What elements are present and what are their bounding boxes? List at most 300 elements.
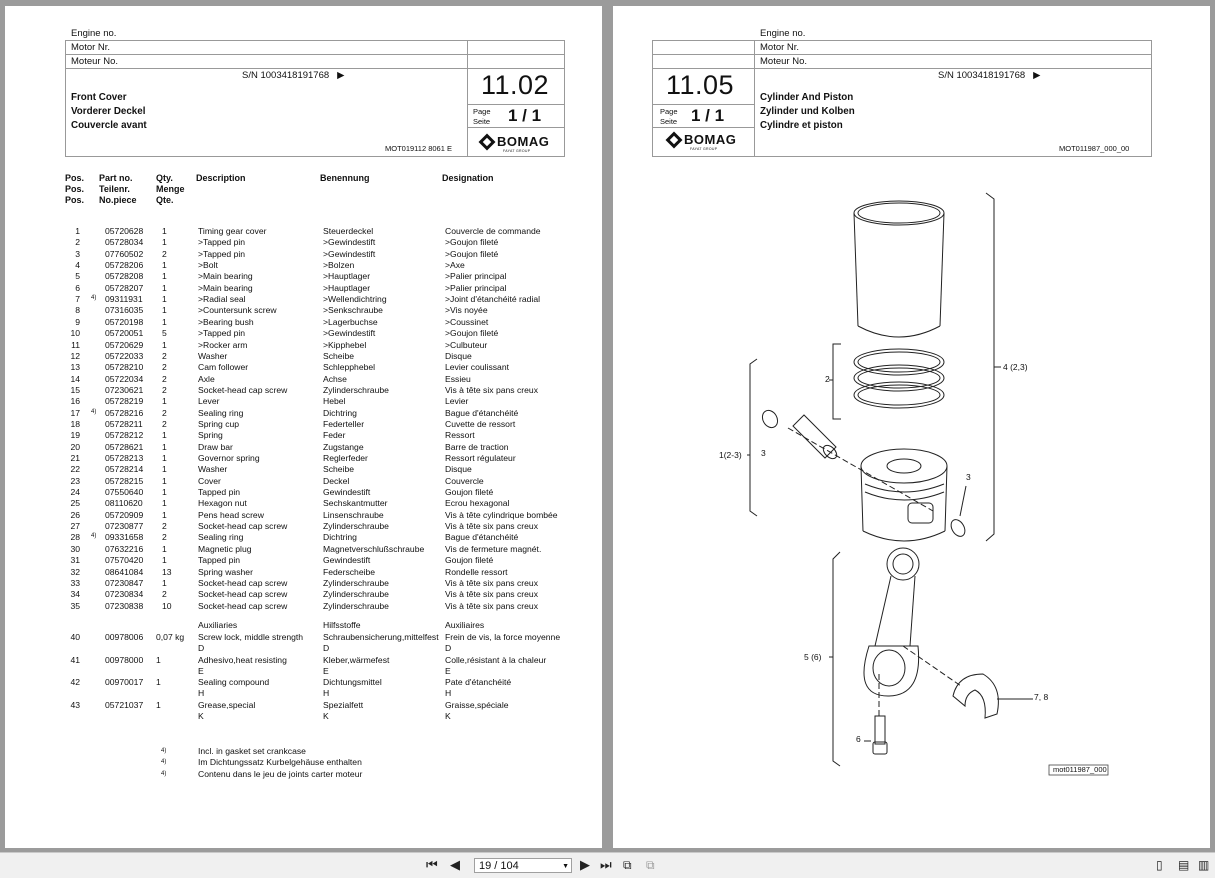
benennung-cell: >Senkschraube (323, 305, 383, 316)
pos-cell: 35 (70, 600, 80, 611)
part-number-cell: 07230838 (105, 600, 144, 611)
section-number: 11.02 (481, 70, 550, 100)
designation-cell: Vis à tête six pans creux (445, 384, 538, 395)
designation-cell: Vis à tête six pans creux (445, 521, 538, 532)
pos-cell: 27 (70, 521, 80, 532)
benennung-cell: Deckel (323, 475, 350, 486)
divider (467, 127, 565, 128)
title-fr: Cylindre et piston (760, 120, 843, 131)
description-cell: Axle (198, 373, 215, 384)
code-cell: E (198, 665, 204, 676)
pos-cell: 30 (70, 543, 80, 554)
qty-cell: 1 (162, 543, 167, 554)
pos-cell: 19 (70, 430, 80, 441)
snap-ring (948, 517, 967, 539)
callout-3: 3 (761, 448, 766, 458)
page-indicator: 1 / 1 (691, 106, 725, 125)
pos-cell: 13 (70, 362, 80, 373)
part-number-cell: 05720629 (105, 339, 144, 350)
part-number-cell: 05728219 (105, 396, 144, 407)
description-cell: Screw lock, middle strength (198, 632, 304, 642)
part-number-cell: 07230847 (105, 577, 144, 588)
description-cell: >Countersunk screw (198, 305, 277, 316)
pos-cell: 18 (70, 418, 80, 429)
code-cell: D (198, 643, 205, 653)
code-cell: K (445, 710, 451, 721)
qty-cell: 1 (162, 509, 167, 520)
callout-7-8: 7, 8 (1034, 692, 1049, 702)
benennung-cell: Dichtungsmittel (323, 677, 382, 688)
pos-cell: 12 (70, 350, 80, 361)
qty-cell: 1 (156, 654, 161, 665)
aux-header: Auxiliaires (445, 620, 485, 630)
divider (467, 40, 468, 157)
code-cell: H (323, 688, 330, 699)
footnote-mark: 4) (91, 295, 97, 302)
benennung-cell: Zylinderschraube (323, 577, 389, 588)
part-number-cell: 00978000 (105, 654, 144, 665)
part-number-cell: 05728211 (105, 418, 143, 429)
pos-cell: 22 (70, 464, 80, 475)
designation-cell: Barre de traction (445, 441, 509, 452)
title-en: Front Cover (71, 92, 127, 103)
qty-cell: 1 (162, 475, 167, 486)
footnote-mark: 4) (161, 748, 167, 754)
logo-sub: FAYAT GROUP (503, 149, 531, 153)
qty-cell: 1 (162, 396, 167, 407)
part-number-cell: 05728210 (105, 362, 144, 373)
benennung-cell: >Hauptlager (323, 271, 371, 282)
code-cell: E (445, 665, 451, 676)
qty-cell: 2 (162, 407, 167, 418)
qty-cell: 1 (162, 339, 167, 350)
pos-cell: 8 (75, 305, 80, 316)
left-page (5, 6, 602, 848)
rod-bolt (873, 716, 887, 754)
col-designation-header: Designation (442, 173, 494, 183)
qty-cell: 2 (162, 589, 167, 600)
part-number-cell: 05728207 (105, 282, 144, 293)
part-number-cell: 09311931 (105, 294, 143, 305)
benennung-cell: Federscheibe (323, 566, 376, 577)
benennung-cell: Gewindestift (323, 555, 371, 566)
engine-label-de: Motor Nr. (71, 42, 111, 53)
qty-cell: 1 (156, 677, 161, 688)
facing-page-icon[interactable]: ⧉ (646, 858, 655, 872)
designation-cell: Graisse,spéciale (445, 699, 509, 710)
description-cell: Washer (198, 464, 228, 475)
qty-cell: 1 (162, 441, 167, 452)
designation-cell: Vis à tête six pans creux (445, 577, 538, 588)
benennung-cell: Zylinderschraube (323, 600, 389, 611)
description-cell: Washer (198, 350, 228, 361)
footnote-mark: 4) (161, 770, 167, 777)
designation-cell: Couvercle de commande (445, 226, 541, 236)
footnote-text: Incl. in gasket set crankcase (198, 746, 306, 756)
part-number-cell: 05720198 (105, 316, 144, 327)
pos-cell: 3 (75, 248, 80, 259)
benennung-cell: >Kipphebel (323, 339, 367, 350)
designation-cell: Levier coulissant (445, 362, 510, 373)
description-cell: Cam follower (198, 362, 249, 373)
description-cell: Pens head screw (198, 509, 264, 520)
two-page-view-icon[interactable]: ▥ (1198, 858, 1210, 872)
pos-cell: 40 (70, 632, 80, 642)
benennung-cell: Zylinderschraube (323, 521, 389, 532)
benennung-cell: Schraubensicherung,mittelfest (323, 632, 439, 642)
designation-cell: Ressort régulateur (445, 453, 516, 463)
pos-cell: 25 (70, 498, 80, 509)
col-part-header: Part no. Teilenr. No.piece (99, 173, 137, 205)
part-number-cell: 07230621 (105, 384, 144, 395)
benennung-cell: Zylinderschraube (323, 589, 389, 600)
designation-cell: Vis de fermeture magnét. (445, 543, 542, 554)
last-page-icon[interactable]: ⏭ (600, 857, 612, 872)
pos-cell: 26 (70, 509, 80, 520)
description-cell: >Tapped pin (198, 237, 246, 248)
benennung-cell: Scheibe (323, 350, 355, 361)
col-pos-header: Pos. Pos. Pos. (65, 173, 85, 205)
description-cell: >Tapped pin (198, 328, 246, 339)
benennung-cell: >Gewindestift (323, 237, 376, 248)
aux-header: Hilfsstoffe (323, 620, 361, 630)
part-number-cell: 05728034 (105, 237, 144, 248)
part-number-cell: 09331658 (105, 532, 144, 543)
qty-cell: 1 (162, 294, 167, 305)
benennung-cell: >Wellendichtring (323, 294, 387, 305)
benennung-cell: Steuerdeckel (323, 226, 374, 236)
footnote-mark: 4) (91, 408, 97, 415)
engine-label-en: Engine no. (760, 28, 806, 39)
piston-pin (793, 415, 839, 461)
designation-cell: Ressort (445, 430, 475, 441)
designation-cell: Vis à tête cylindrique bombée (445, 509, 558, 520)
pos-cell: 11 (71, 339, 80, 350)
designation-cell: Vis à tête six pans creux (445, 600, 538, 611)
aux-header: Auxiliaries (198, 620, 238, 630)
qty-cell: 1 (162, 487, 167, 498)
benennung-cell: >Gewindestift (323, 248, 376, 259)
benennung-cell: Dichtring (323, 407, 357, 418)
page-label: Page (473, 107, 491, 116)
description-cell: Socket-head cap screw (198, 589, 288, 600)
bomag-logo (481, 134, 550, 153)
callout-6: 6 (856, 734, 861, 744)
single-page-view-icon[interactable]: ▯ (1156, 858, 1163, 872)
continuous-page-icon[interactable]: ⧉ (623, 858, 632, 872)
designation-cell: Frein de vis, la force moyenne (445, 632, 561, 642)
pos-cell: 9 (75, 316, 80, 327)
serial-number: S/N 1003418191768 ▶ (242, 70, 345, 81)
pos-cell: 33 (70, 577, 80, 588)
figure-reference: mot011987_000 (1053, 765, 1107, 774)
pos-cell: 17 (70, 407, 80, 418)
part-number-cell: 05728214 (105, 464, 144, 475)
piston (861, 449, 947, 541)
part-number-cell: 07632216 (105, 543, 144, 554)
qty-cell: 1 (156, 699, 161, 710)
description-cell: >Tapped pin (198, 248, 246, 259)
qty-cell: 1 (162, 453, 167, 463)
piston-rings (854, 349, 944, 408)
part-number-cell: 05720909 (105, 509, 144, 520)
part-number-cell: 07230877 (105, 521, 144, 532)
callout-1: 1(2-3) (719, 450, 742, 460)
designation-cell: >Goujon fileté (445, 248, 499, 259)
title-de: Zylinder und Kolben (760, 106, 855, 117)
logo-text: BOMAG (684, 132, 737, 147)
qty-cell: 1 (162, 282, 167, 293)
designation-cell: Vis à tête six pans creux (445, 589, 538, 600)
part-number-cell: 00970017 (105, 677, 144, 688)
page-label: Page (660, 107, 678, 116)
bracket-4 (986, 193, 994, 541)
qty-cell: 2 (162, 373, 167, 384)
designation-cell: Disque (445, 350, 472, 361)
cylinder-liner (854, 201, 944, 337)
description-cell: Lever (198, 396, 220, 407)
part-number-cell: 08641084 (105, 566, 144, 577)
page-select[interactable] (474, 858, 572, 873)
designation-cell: Goujon fileté (445, 555, 494, 566)
benennung-cell: Reglerfeder (323, 453, 368, 463)
designation-cell: Couvercle (445, 475, 484, 486)
pos-cell: 23 (70, 475, 80, 486)
qty-cell: 1 (162, 498, 167, 509)
qty-cell: 1 (162, 430, 167, 441)
engine-label-fr: Moteur No. (760, 56, 807, 67)
qty-cell: 1 (162, 577, 167, 588)
designation-cell: >Vis noyée (445, 305, 488, 316)
designation-cell: Cuvette de ressort (445, 418, 516, 429)
part-number-cell: 05722034 (105, 373, 144, 384)
qty-cell: 1 (162, 237, 167, 248)
pos-cell: 2 (75, 237, 80, 248)
description-cell: Tapped pin (198, 487, 241, 498)
code-cell: D (445, 643, 452, 653)
description-cell: Socket-head cap screw (198, 384, 288, 395)
qty-cell: 1 (162, 260, 167, 271)
designation-cell: Essieu (445, 373, 471, 384)
pos-cell: 10 (70, 328, 80, 339)
code-cell: H (445, 688, 452, 699)
page-select-value: 19 / 104 (479, 860, 519, 872)
description-cell: Spring cup (198, 418, 240, 429)
designation-cell: Ecrou hexagonal (445, 498, 510, 509)
benennung-cell: >Bolzen (323, 260, 355, 271)
designation-cell: Pate d'étanchéité (445, 677, 512, 688)
code-cell: K (198, 710, 204, 721)
logo-text: BOMAG (497, 134, 550, 149)
benennung-cell: Magnetverschlußschraube (323, 543, 425, 554)
benennung-cell: >Lagerbuchse (323, 316, 378, 327)
pos-cell: 42 (70, 677, 80, 688)
designation-cell: >Axe (445, 260, 465, 271)
pos-cell: 16 (70, 396, 80, 407)
pos-cell: 32 (70, 566, 80, 577)
benennung-cell: >Gewindestift (323, 328, 376, 339)
title-de: Vorderer Deckel (71, 106, 146, 117)
description-cell: Sealing ring (198, 532, 244, 543)
description-cell: Sealing compound (198, 677, 270, 688)
description-cell: Tapped pin (198, 555, 241, 566)
qty-cell: 1 (162, 271, 167, 282)
description-cell: Timing gear cover (198, 226, 267, 236)
part-number-cell: 05728213 (105, 453, 144, 463)
part-number-cell: 05728216 (105, 407, 144, 418)
description-cell: >Main bearing (198, 282, 253, 293)
pos-cell: 1 (75, 226, 80, 236)
pos-cell: 20 (70, 441, 80, 452)
code-cell: E (323, 665, 329, 676)
benennung-cell: Dichtring (323, 532, 357, 543)
part-number-cell: 05720628 (105, 226, 144, 236)
callout-2: 2 (825, 374, 830, 384)
pos-cell: 28 (70, 532, 80, 543)
benennung-cell: Linsenschraube (323, 509, 384, 520)
designation-cell: Bague d'étanchéité (445, 532, 519, 543)
callout-4: 4 (2,3) (1003, 362, 1028, 372)
qty-cell: 0,07 kg (156, 632, 185, 642)
benennung-cell: Kleber,wärmefest (323, 654, 390, 665)
description-cell: Adhesivo,heat resisting (198, 654, 287, 665)
engine-label-de: Motor Nr. (760, 42, 800, 53)
bearing-shell (953, 674, 1033, 718)
doc-code: MOT011987_000_00 (1059, 144, 1130, 153)
connecting-rod (864, 548, 919, 696)
qty-cell: 1 (162, 226, 167, 236)
code-cell: D (323, 643, 330, 653)
part-number-cell: 05728621 (105, 441, 144, 452)
description-cell: Socket-head cap screw (198, 600, 288, 611)
doc-code: MOT019112 8061 E (385, 144, 452, 153)
part-number-cell: 05720051 (105, 328, 144, 339)
part-number-cell: 07760502 (105, 248, 144, 259)
qty-cell: 2 (162, 521, 167, 532)
description-cell: >Bearing bush (198, 316, 254, 327)
exploded-view-drawing (613, 6, 1210, 848)
description-cell: >Radial seal (198, 294, 246, 305)
benennung-cell: >Hauptlager (323, 282, 371, 293)
qty-cell: 1 (162, 555, 167, 566)
part-number-cell: 05721037 (105, 699, 144, 710)
pos-cell: 21 (70, 453, 80, 463)
first-page-icon[interactable]: ⏮ (426, 857, 438, 872)
snap-ring (759, 408, 780, 431)
col-qty-header: Qty. Menge Qte. (156, 173, 185, 205)
designation-cell: Bague d'étanchéité (445, 407, 519, 418)
description-cell: Socket-head cap screw (198, 521, 288, 532)
page-indicator: 1 / 1 (508, 106, 542, 125)
description-cell: >Bolt (198, 260, 218, 271)
divider (467, 104, 565, 105)
part-number-cell: 00978006 (105, 632, 144, 642)
benennung-cell: Spezialfett (323, 699, 364, 710)
pos-cell: 34 (70, 589, 80, 600)
continuous-view-icon[interactable]: ▤ (1178, 858, 1190, 872)
section-number: 11.05 (666, 70, 735, 100)
benennung-cell: Schlepphebel (323, 362, 376, 373)
qty-cell: 13 (162, 566, 172, 577)
code-cell: H (198, 688, 205, 699)
benennung-cell: Achse (323, 373, 347, 384)
qty-cell: 2 (162, 362, 167, 373)
qty-cell: 1 (162, 305, 167, 316)
benennung-cell: Zylinderschraube (323, 384, 389, 395)
part-number-cell: 05728208 (105, 271, 144, 282)
page-label: Seite (473, 117, 491, 126)
footnote-text: Contenu dans le jeu de joints carter moteur (198, 768, 363, 779)
designation-cell: Levier (445, 396, 469, 407)
benennung-cell: Feder (323, 430, 346, 441)
pos-cell: 31 (70, 555, 80, 566)
next-page-icon[interactable]: ▶ (580, 857, 590, 872)
part-number-cell: 07230834 (105, 589, 144, 600)
description-cell: >Main bearing (198, 271, 253, 282)
engine-label-fr: Moteur No. (71, 56, 118, 67)
qty-cell: 5 (162, 328, 167, 339)
pos-cell: 5 (75, 271, 80, 282)
description-cell: Spring washer (198, 566, 253, 577)
benennung-cell: Federteller (323, 418, 365, 429)
benennung-cell: Gewindestift (323, 487, 371, 498)
prev-page-icon[interactable]: ◀ (450, 857, 460, 872)
qty-cell: 1 (162, 464, 167, 475)
pos-cell: 41 (70, 654, 80, 665)
chevron-down-icon: ▼ (562, 863, 569, 870)
part-number-cell: 05728212 (105, 430, 144, 441)
pos-cell: 7 (75, 294, 80, 305)
part-number-cell: 07316035 (105, 305, 144, 316)
engine-label-en: Engine no. (71, 28, 117, 39)
description-cell: Draw bar (198, 441, 233, 452)
benennung-cell: Hebel (323, 396, 346, 407)
qty-cell: 2 (162, 248, 167, 259)
page-label: Seite (660, 117, 678, 126)
part-number-cell: 05722033 (105, 350, 144, 361)
pos-cell: 14 (70, 373, 80, 384)
designation-cell: >Goujon fileté (445, 237, 499, 248)
title-fr: Couvercle avant (71, 120, 147, 131)
designation-cell: >Palier principal (445, 282, 507, 293)
qty-cell: 2 (162, 418, 167, 429)
description-cell: Sealing ring (198, 407, 244, 418)
benennung-cell: Scheibe (323, 464, 355, 475)
footnote-mark: 4) (161, 759, 167, 766)
designation-cell: Colle,résistant à la chaleur (445, 654, 547, 665)
pos-cell: 4 (75, 260, 80, 271)
qty-cell: 1 (162, 316, 167, 327)
viewer-toolbar (0, 852, 1215, 878)
description-cell: >Rocker arm (198, 339, 248, 350)
part-number-cell: 07570420 (105, 555, 144, 566)
qty-cell: 2 (162, 350, 167, 361)
designation-cell: >Culbuteur (445, 339, 488, 350)
description-cell: Grease,special (198, 699, 256, 710)
part-number-cell: 08110620 (105, 498, 143, 509)
col-desc-header: Description (196, 173, 246, 183)
designation-cell: >Goujon fileté (445, 328, 499, 339)
footnote-text: Im Dichtungssatz Kurbelgehäuse enthalten (198, 757, 362, 768)
qty-cell: 10 (162, 600, 172, 611)
description-cell: Socket-head cap screw (198, 577, 288, 588)
benennung-cell: Zugstange (323, 441, 364, 452)
bomag-logo-icon (479, 133, 496, 150)
callout-3: 3 (966, 472, 971, 482)
pos-cell: 15 (70, 384, 80, 395)
part-number-cell: 07550640 (105, 487, 144, 498)
pos-cell: 43 (70, 699, 80, 710)
